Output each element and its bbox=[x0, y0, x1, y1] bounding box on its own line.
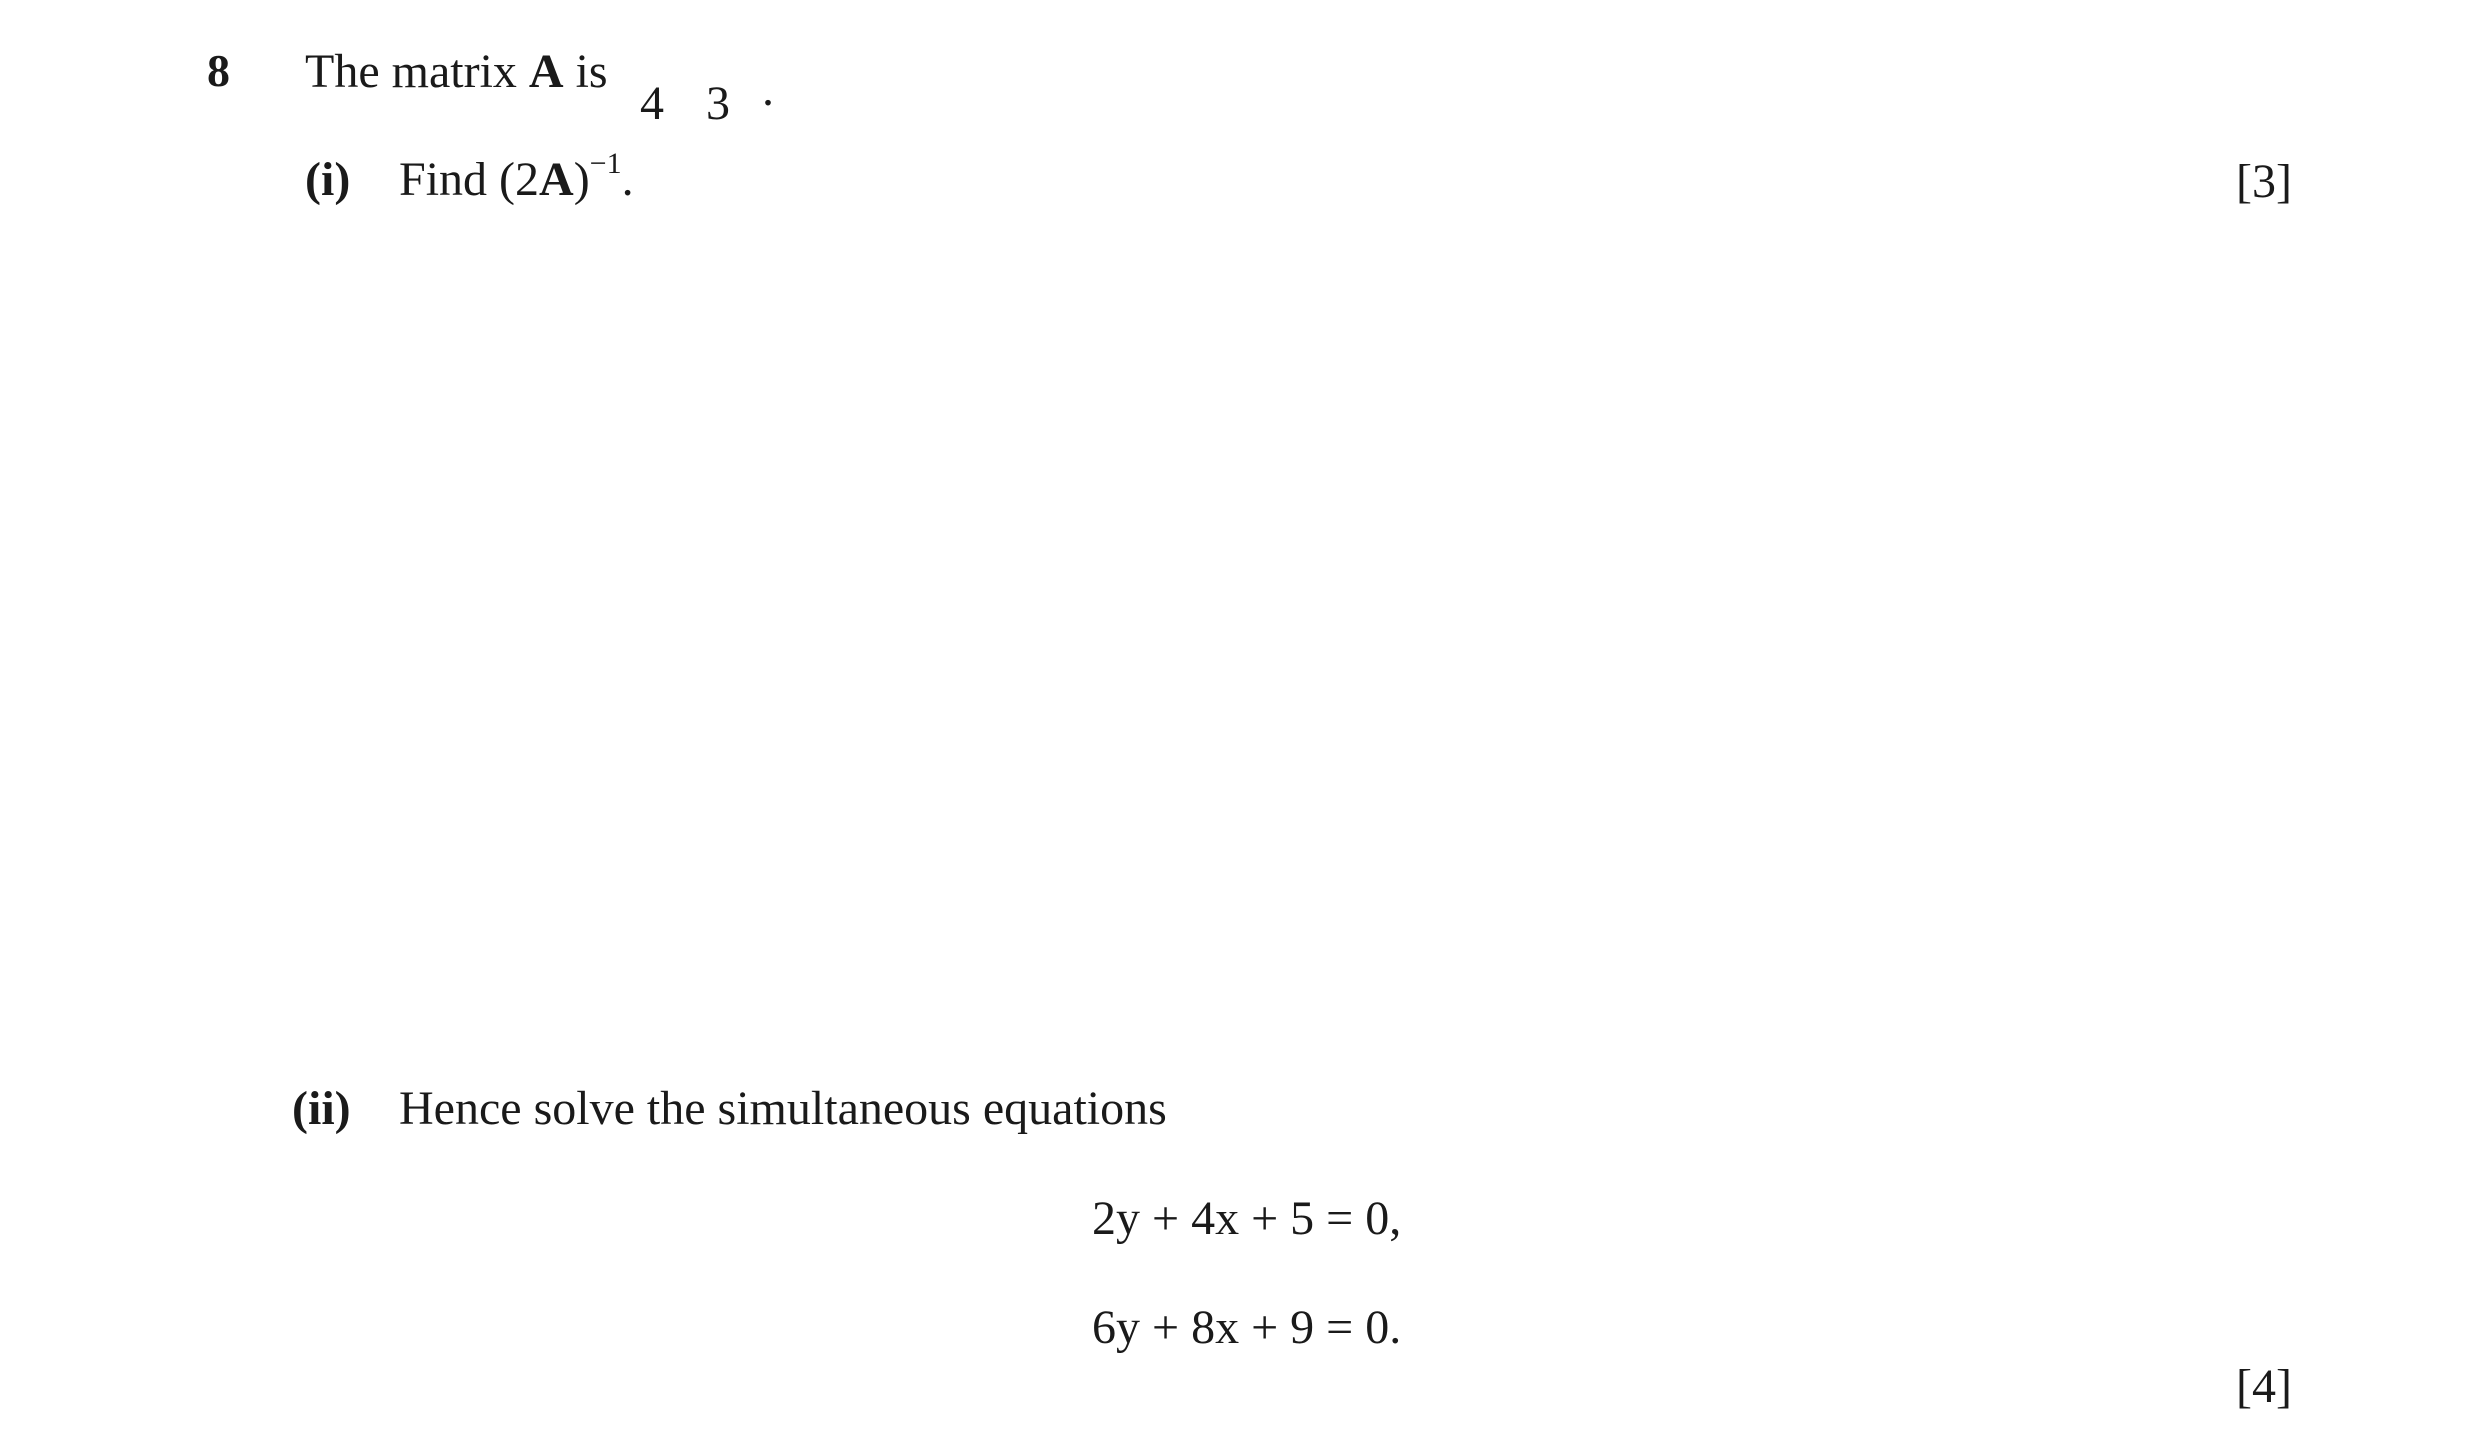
part-i-close-paren: ) bbox=[573, 153, 590, 206]
matrix-entry-22: 3 bbox=[706, 77, 730, 130]
equation-2: 6y + 8x + 9 = 0. bbox=[1092, 1301, 1402, 1354]
part-i-label: (i) bbox=[305, 153, 351, 206]
part-ii-label: (ii) bbox=[292, 1082, 351, 1135]
part-i-text-end: . bbox=[621, 153, 634, 206]
matrix-entry-21: 4 bbox=[640, 77, 664, 130]
stem-prefix: The matrix bbox=[305, 45, 529, 98]
matrix-name: A bbox=[528, 45, 564, 98]
part-i-inverse-exponent: −1 bbox=[589, 147, 622, 180]
part-i-text bbox=[399, 147, 634, 207]
part-i-text-prefix: Find (2 bbox=[399, 153, 540, 206]
part-i-marks: [3] bbox=[2236, 155, 2292, 208]
stem-end-dot: . bbox=[762, 63, 774, 116]
part-ii-text: Hence solve the simultaneous equations bbox=[399, 1082, 1167, 1135]
question-stem bbox=[305, 44, 608, 99]
part-ii-marks: [4] bbox=[2236, 1360, 2292, 1413]
part-i-matrix-name: A bbox=[539, 153, 574, 206]
matrix-visible-row bbox=[640, 76, 730, 131]
question-number: 8 bbox=[207, 45, 230, 96]
equation-1: 2y + 4x + 5 = 0, bbox=[1092, 1192, 1402, 1245]
stem-suffix: is bbox=[563, 45, 608, 98]
